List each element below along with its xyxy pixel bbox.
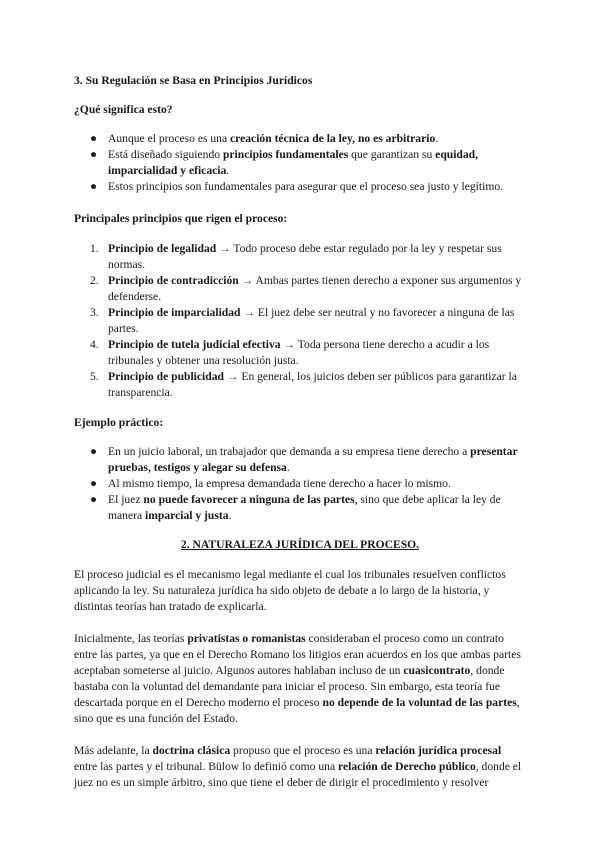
list-item: ● El juez no puede favorecer a ninguna de las partes, sino que debe aplicar la ley de manera imparcial y justa.	[90, 493, 501, 522]
list-item: ● En un juicio laboral, un trabajador que demanda a su empresa tiene derecho a presentar pruebas, testigos y alegar su defensa.	[90, 445, 518, 474]
list-item: ● Al mismo tiempo, la empresa demandada tiene derecho a hacer lo mismo.	[90, 477, 451, 490]
bullet-icon: ●	[90, 445, 98, 458]
list-item: 1. Principio de legalidad → Todo proceso debe estar regulado por la ley y respetar sus normas.	[90, 242, 502, 271]
paragraph-3: Más adelante, la doctrina clásica propuso que el proceso es una relación jurídica procesal entre las partes y el tribunal. Bülow lo definió como una relación de Derecho público, donde el juez no es un simple árbitro, sino que tiene el deber de dirigir el procedimiento y resolver	[74, 744, 522, 789]
list-item: ● Estos principios son fundamentales para asegurar que el proceso sea justo y legítimo.	[90, 180, 504, 193]
question-heading: ¿Qué significa esto?	[74, 103, 173, 116]
section-3-heading: 3. Su Regulación se Basa en Principios Jurídicos	[74, 74, 313, 87]
list-item: 5. Principio de publicidad → En general, los juicios deben ser públicos para garantizar la transparencia.	[90, 370, 517, 399]
principles-list	[74, 241, 526, 401]
meaning-bullet-list	[74, 131, 526, 195]
bullet-icon: ●	[90, 493, 98, 506]
example-bullet-list	[74, 444, 526, 524]
paragraph-1: El proceso judicial es el mecanismo legal mediante el cual los tribunales resuelven conflictos aplicando la ley. Su naturaleza jurídica ha sido objeto de debate a lo largo de la historia, y distintas teorías han tratado de explicarla.	[74, 568, 506, 613]
bullet-icon: ●	[90, 180, 98, 193]
list-item: 4. Principio de tutela judicial efectiva → Toda persona tiene derecho a acudir a los tribunales y obtener una resolución justa.	[90, 338, 490, 367]
example-heading: Ejemplo práctico:	[74, 416, 164, 429]
bullet-icon: ●	[90, 148, 98, 161]
list-item: 3. Principio de imparcialidad → El juez debe ser neutral y no favorecer a ninguna de las partes.	[90, 306, 515, 335]
paragraph-2: Inicialmente, las teorías privatistas o romanistas consideraban el proceso como un contrato entre las partes, ya que en el Derecho Romano los litigios eran acuerdos en los que ambas partes aceptaban someterse al juicio. Algunos autores hablaban incluso de un cuasicontrato, donde bastaba con la voluntad del demandante para iniciar el proceso. Sin embargo, esta teoría fue descartada porque en el Derecho moderno el proceso no depende de la voluntad de las partes, sino que es una función del Estado.	[74, 632, 521, 725]
list-item: ● Está diseñado siguiendo principios fundamentales que garantizan su equidad, imparcialidad y eficacia.	[90, 148, 479, 177]
list-item: ● Aunque el proceso es una creación técnica de la ley, no es arbitrario.	[90, 132, 439, 145]
bullet-icon: ●	[90, 477, 98, 490]
list-item: 2. Principio de contradicción → Ambas partes tienen derecho a exponer sus argumentos y defenderse.	[90, 274, 522, 303]
principles-heading: Principales principios que rigen el proceso:	[74, 212, 288, 225]
section-2-title: 2. NATURALEZA JURÍDICA DEL PROCESO.	[180, 538, 420, 551]
bullet-icon: ●	[90, 132, 98, 145]
